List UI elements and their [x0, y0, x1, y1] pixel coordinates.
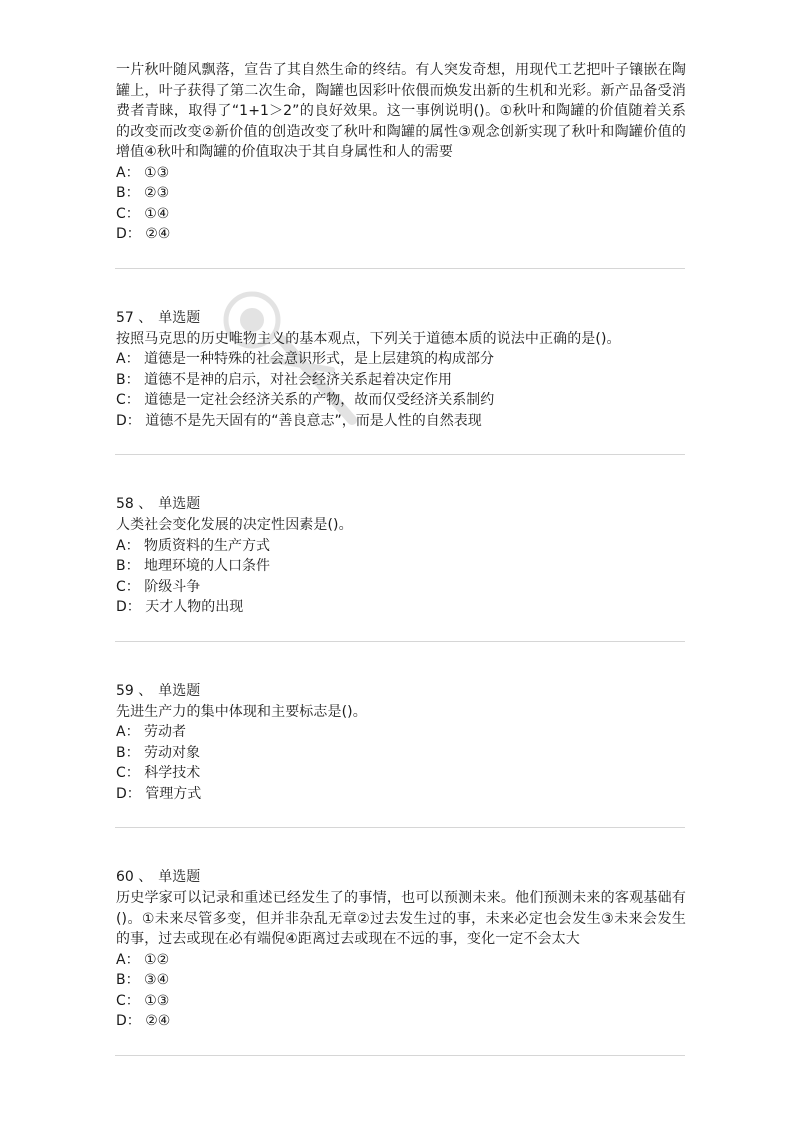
question-number: 59 、 — [116, 682, 153, 699]
divider — [115, 1055, 685, 1056]
option-c: C： 科学技术 — [116, 765, 201, 781]
option-c: C： 道德是一定社会经济关系的产物，故而仅受经济关系制约 — [116, 392, 495, 408]
question-type: 单选题 — [158, 682, 201, 699]
question-stem: 先进生产力的集中体现和主要标志是()。 — [116, 703, 367, 720]
question-stem: 按照马克思的历史唯物主义的基本观点，下列关于道德本质的说法中正确的是()。 — [116, 330, 621, 347]
option-b: B： ②③ — [116, 185, 170, 201]
option-d: D： 天才人物的出现 — [116, 599, 244, 615]
option-c: C： 阶级斗争 — [116, 578, 201, 595]
question-58 — [116, 455, 686, 642]
option-a: A： ①③ — [116, 164, 170, 181]
option-d: D： 管理方式 — [116, 785, 202, 802]
option-c: C： ①③ — [116, 992, 170, 1009]
question-number: 57 、 — [116, 309, 153, 326]
option-b: B： 地理环境的人口条件 — [116, 558, 271, 574]
option-a: A： 劳动者 — [116, 724, 187, 740]
option-d: D： ②④ — [116, 226, 171, 242]
question-header — [116, 681, 686, 702]
question-header — [116, 308, 686, 329]
question-stem: 人类社会变化发展的决定性因素是()。 — [116, 517, 353, 533]
question-type: 单选题 — [158, 869, 201, 885]
question-type: 单选题 — [158, 309, 201, 326]
question-type: 单选题 — [158, 496, 201, 512]
option-a: A： ①② — [116, 951, 170, 968]
question-59 — [116, 642, 686, 829]
option-b: B： ③④ — [116, 972, 170, 988]
option-b: B： 劳动对象 — [116, 744, 201, 761]
question-stem: 历史学家可以记录和重述已经发生了的事情，也可以预测未来。他们预测未来的客观基础有()。①未来尽管多变，但并非杂乱无章②过去发生过的事，未来必定也会发生③未来会发生的事，过去或现在必有端倪④距离过去或现在不远的事，变化一定不会太大 — [116, 890, 686, 947]
question-60 — [116, 828, 686, 1056]
question-header — [116, 867, 686, 888]
option-b: B： 道德不是神的启示，对社会经济关系起着决定作用 — [116, 371, 453, 388]
option-c: C： ①④ — [116, 205, 170, 222]
option-d: D： ②④ — [116, 1013, 171, 1029]
question-list — [116, 58, 686, 1056]
option-a: A： 物质资料的生产方式 — [116, 537, 271, 554]
question-header — [116, 494, 686, 515]
option-a: A： 道德是一种特殊的社会意识形式，是上层建筑的构成部分 — [116, 351, 495, 367]
question-57 — [116, 269, 686, 456]
question-number: 58 、 — [116, 496, 153, 512]
question-number: 60 、 — [116, 869, 153, 885]
question-stem: 一片秋叶随风飘落，宣告了其自然生命的终结。有人突发奇想，用现代工艺把叶子镶嵌在陶罐上，叶子获得了第二次生命，陶罐也因彩叶依偎而焕发出新的生机和光彩。新产品备受消费者青睐，取得了“1+1＞2”的良好效果。这一事例说明()。①秋叶和陶罐的价值随着关系的改变而改变②新价值的创造改变了秋叶和陶罐的属性③观念创新实现了秋叶和陶罐价值的增值④秋叶和陶罐的价值取决于其自身属性和人的需要 — [116, 62, 686, 160]
option-d: D： 道德不是先天固有的“善良意志”，而是人性的自然表现 — [116, 412, 482, 429]
question-56 — [116, 58, 686, 269]
